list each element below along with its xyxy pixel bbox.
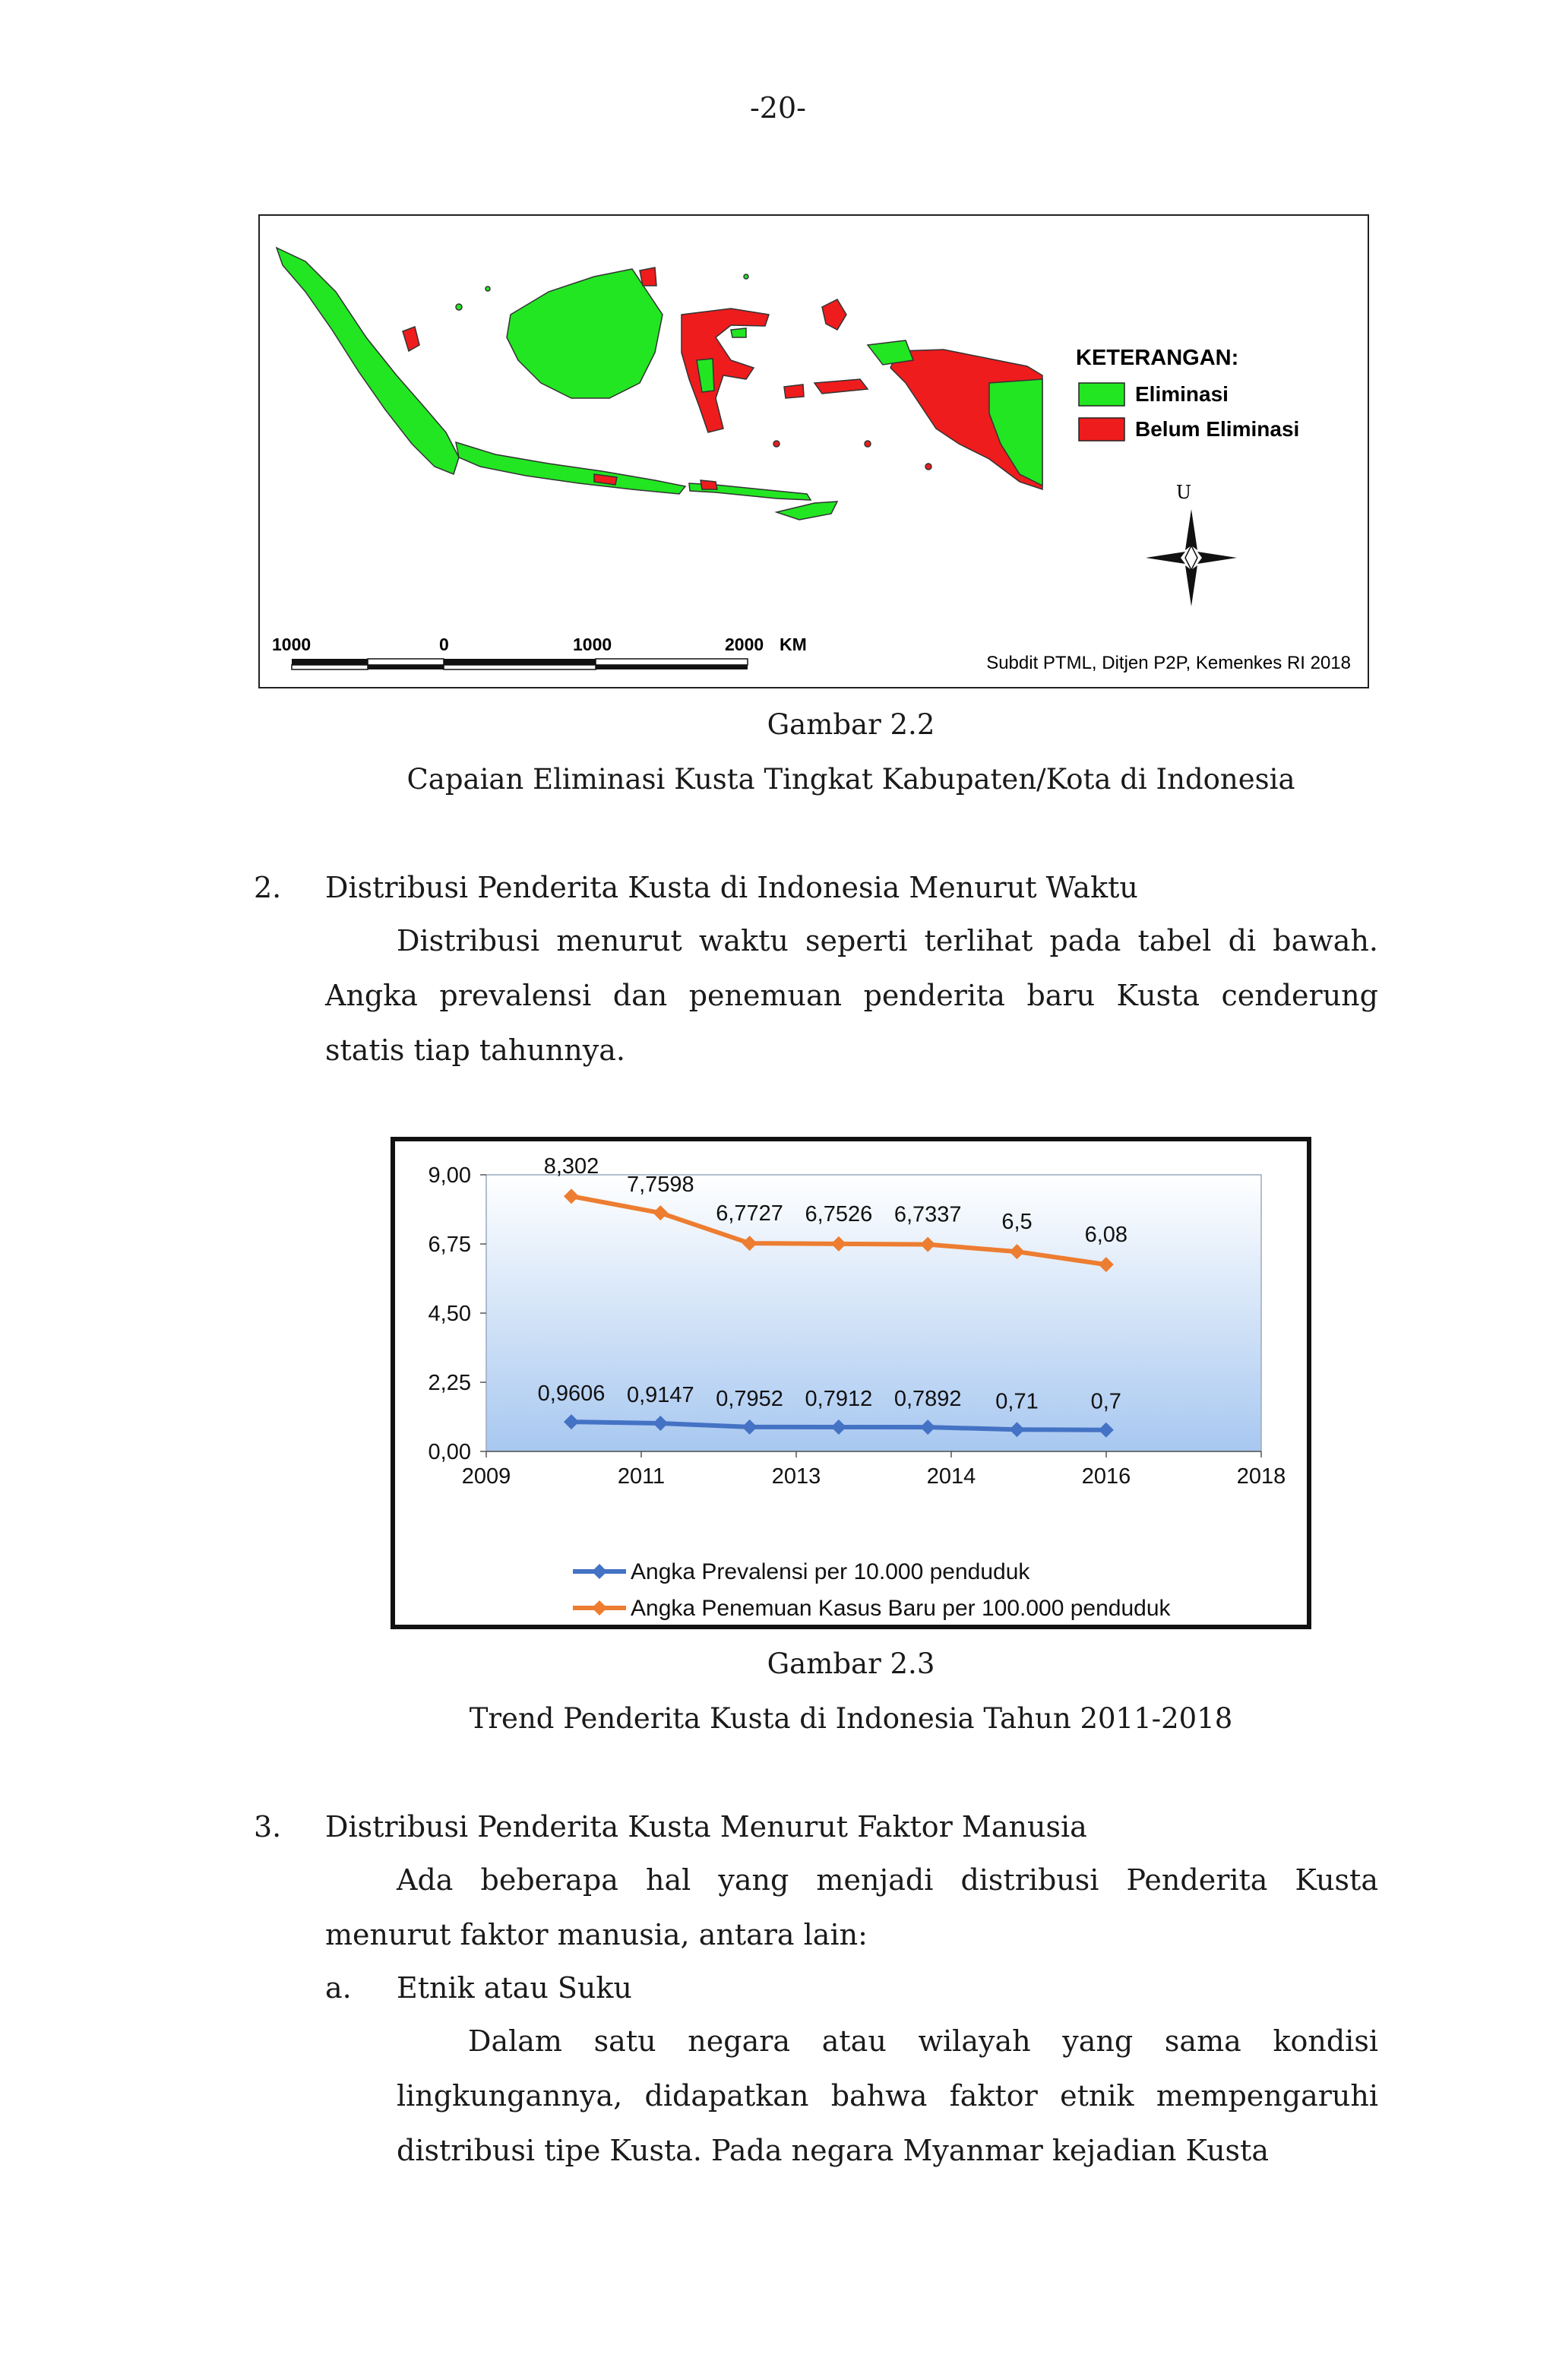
island-halmahera <box>822 299 846 330</box>
indonesia-map <box>260 216 1371 690</box>
figure-2-3-number: Gambar 2.3 <box>767 1647 935 1680</box>
x-tick-label: 2011 <box>617 1464 666 1489</box>
x-tick-label: 2016 <box>1081 1464 1131 1489</box>
island-nusa-red <box>701 480 717 489</box>
data-label: 0,7912 <box>805 1387 873 1412</box>
data-label: 0,7952 <box>716 1386 783 1411</box>
scale-label-1000: 1000 <box>573 635 612 654</box>
island-buru <box>784 385 804 398</box>
data-label: 7,7598 <box>626 1173 694 1198</box>
subsection-a-heading: Etnik atau Suku <box>397 1971 632 2005</box>
legend-label-belum-eliminasi: Belum Eliminasi <box>1135 417 1300 441</box>
island-papua-head <box>868 340 913 365</box>
chart-figure <box>391 1137 1311 1629</box>
figure-2-3-title: Trend Penderita Kusta di Indonesia Tahun 2011-2018 <box>469 1702 1233 1735</box>
section-2-number: 2. <box>254 871 282 904</box>
island-small <box>925 464 931 470</box>
data-label: 0,9147 <box>626 1383 694 1408</box>
trend-chart <box>395 1141 1307 1625</box>
data-label: 6,7337 <box>893 1202 962 1227</box>
island-sulawesi-green2 <box>731 328 746 337</box>
island-small <box>773 441 780 447</box>
north-label: U <box>1175 482 1192 503</box>
figure-2-2-number: Gambar 2.2 <box>767 708 935 741</box>
page-number: -20- <box>749 91 807 125</box>
section-2-paragraph: Distribusi menurut waktu seperti terlihat pada tabel di bawah. Angka prevalensi dan penemuan penderita baru Kusta cenderung statis tiap tahunnya. <box>325 924 1378 1067</box>
island-kalimantan-red <box>640 267 656 286</box>
map-credit: Subdit PTML, Ditjen P2P, Kemenkes RI 2018 <box>986 653 1351 673</box>
legend-swatch-eliminasi <box>1079 383 1124 406</box>
map-islands <box>277 248 1042 520</box>
y-axis-ticks <box>429 1163 486 1464</box>
scale-label-2000: 2000 <box>725 635 764 654</box>
legend-label-0: Angka Prevalensi per 10.000 penduduk <box>631 1559 1030 1584</box>
north-arrow-icon <box>1146 509 1237 606</box>
data-label: 6,7727 <box>716 1201 783 1226</box>
section-2-heading: Distribusi Penderita Kusta di Indonesia Menurut Waktu <box>325 871 1138 904</box>
y-tick-label: 0,00 <box>428 1440 471 1464</box>
island-sumatra-red <box>403 327 419 351</box>
legend-swatch-belum-eliminasi <box>1079 418 1124 441</box>
map-figure <box>258 214 1369 688</box>
island-seram <box>814 379 868 394</box>
x-tick-label: 2014 <box>926 1464 976 1489</box>
data-label: 6,08 <box>1084 1223 1128 1248</box>
x-tick-label: 2018 <box>1236 1464 1286 1489</box>
subsection-a-paragraph: Dalam satu negara atau wilayah yang sama kondisi lingkungannya, didapatkan bahwa faktor etnik mempengaruhi distribusi tipe Kusta. Pada negara Myanmar kejadian Kusta <box>397 2024 1378 2167</box>
data-label: 0,7892 <box>893 1387 962 1412</box>
x-tick-label: 2009 <box>461 1464 511 1489</box>
island-small <box>744 274 748 279</box>
data-label: 0,9606 <box>537 1381 606 1407</box>
data-label: 8,302 <box>543 1154 599 1179</box>
data-label: 0,71 <box>995 1389 1039 1414</box>
data-label: 6,5 <box>1001 1210 1033 1235</box>
section-3-number: 3. <box>254 1810 282 1844</box>
island-sulawesi <box>682 309 769 432</box>
island-java <box>456 442 685 494</box>
island-small <box>485 286 490 291</box>
island-small <box>865 441 871 447</box>
section-3-heading: Distribusi Penderita Kusta Menurut Faktor Manusia <box>325 1810 1087 1844</box>
section-3-paragraph: Ada beberapa hal yang menjadi distribusi Penderita Kusta menurut faktor manusia, antara lain: <box>325 1863 1378 1951</box>
island-timor <box>776 502 837 520</box>
island-small <box>456 304 462 310</box>
scale-label-km: KM <box>780 635 807 654</box>
scale-label-0: 0 <box>439 635 449 654</box>
x-tick-label: 2013 <box>771 1464 821 1489</box>
map-legend-title: KETERANGAN: <box>1076 346 1239 370</box>
scale-bar <box>292 659 748 669</box>
island-sumatra <box>277 248 459 474</box>
chart-legend <box>573 1559 1172 1621</box>
legend-marker-0 <box>592 1564 607 1579</box>
figure-2-2-title: Capaian Eliminasi Kusta Tingkat Kabupaten/Kota di Indonesia <box>406 763 1295 796</box>
scale-label-1000-left: 1000 <box>272 635 312 654</box>
y-tick-label: 4,50 <box>428 1302 471 1326</box>
plot-area <box>486 1175 1261 1451</box>
data-label: 0,7 <box>1090 1389 1121 1414</box>
y-tick-label: 6,75 <box>428 1233 471 1257</box>
legend-label-eliminasi: Eliminasi <box>1135 382 1229 406</box>
y-tick-label: 9,00 <box>428 1163 471 1188</box>
data-label: 6,7526 <box>805 1201 873 1226</box>
subsection-a-marker: a. <box>325 1971 352 2005</box>
legend-label-1: Angka Penemuan Kasus Baru per 100.000 penduduk <box>631 1596 1171 1621</box>
island-kalimantan <box>507 269 663 398</box>
legend-marker-1 <box>592 1600 607 1616</box>
x-axis-ticks <box>462 1451 1286 1489</box>
y-tick-label: 2,25 <box>428 1371 471 1395</box>
